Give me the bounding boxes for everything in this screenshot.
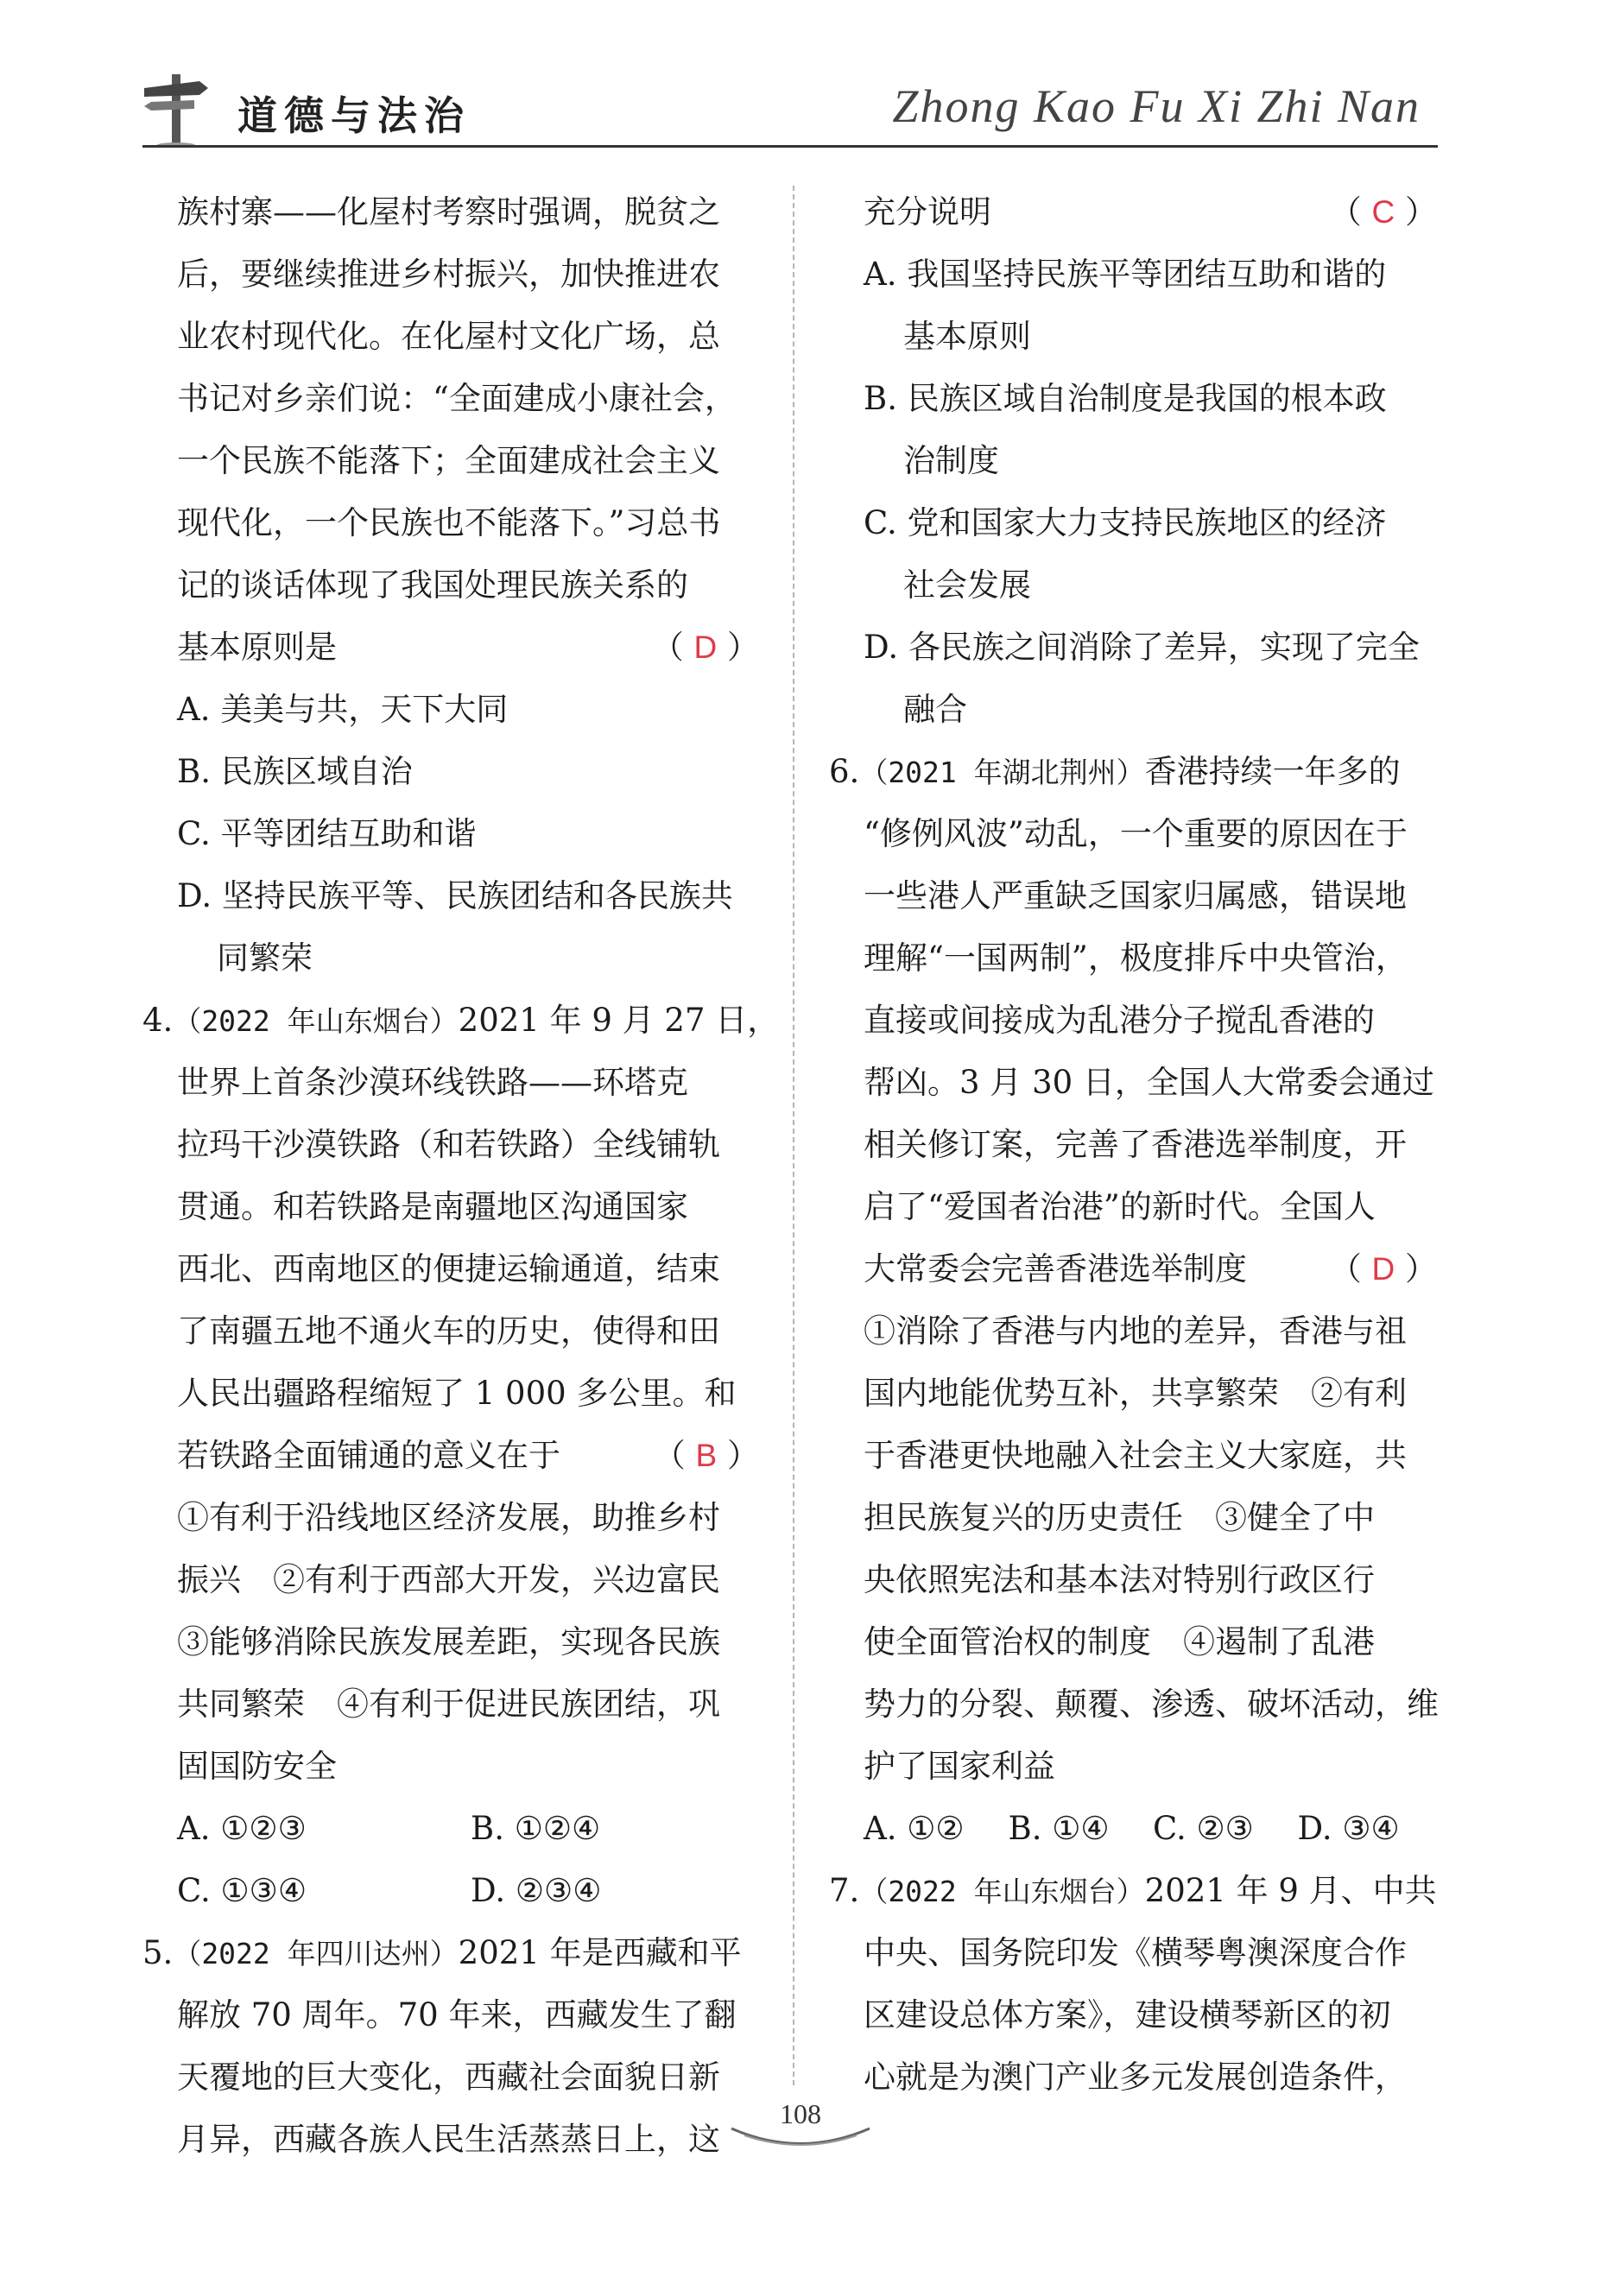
- answer-letter: D: [1371, 1251, 1395, 1287]
- statement-line: 共同繁荣 ④有利于促进民族团结，巩: [177, 1686, 720, 1723]
- question-first-line: [829, 741, 1442, 803]
- text-line: 2021 年 9 月、中共: [1144, 1872, 1437, 1909]
- answer-bracket: （ B ）: [653, 1437, 759, 1474]
- subject-title: 道德与法治: [237, 92, 471, 139]
- option-a: A. 我国坚持民族平等团结互助和谐的: [864, 256, 1387, 293]
- question-source: （2022 年四川达州）: [173, 1937, 459, 1970]
- text-line: 相关修订案，完善了香港选举制度，开: [864, 1126, 1407, 1163]
- statement-line: 担民族复兴的历史责任 ③健全了中: [864, 1499, 1375, 1536]
- option-c-continued: 社会发展: [903, 566, 1031, 604]
- stem-end-line: [829, 1238, 1442, 1300]
- option-c: C. ②③: [1153, 1810, 1254, 1847]
- header-rule: [142, 145, 1438, 148]
- statement-line: 固国防安全: [177, 1748, 337, 1785]
- question-source: （2022 年山东烟台）: [859, 1875, 1145, 1908]
- option-a-continued: 基本原则: [903, 318, 1031, 355]
- statement-line: 护了国家利益: [864, 1748, 1055, 1785]
- question-number: 6.: [829, 753, 860, 790]
- answer-bracket: （ D ）: [1329, 1250, 1437, 1287]
- option-d-continued: 融合: [903, 691, 967, 728]
- option-a: A. ①②: [864, 1810, 965, 1847]
- statement-line: 势力的分裂、颠覆、渗透、破坏活动，维: [864, 1686, 1439, 1723]
- text-line: 天覆地的巨大变化，西藏社会面貌日新: [177, 2059, 720, 2096]
- text-line: 基本原则是: [177, 629, 337, 666]
- option-b: B. 民族区域自治制度是我国的根本政: [864, 380, 1387, 417]
- option-b: B. 民族区域自治: [177, 753, 413, 790]
- option-b-continued: 治制度: [903, 442, 999, 479]
- text-line: 启了“爱国者治港”的新时代。全国人: [864, 1188, 1376, 1225]
- text-line: 解放 70 周年。70 年来，西藏发生了翻: [177, 1996, 737, 2034]
- option-b: B. ①④: [1008, 1810, 1110, 1847]
- page-number-ornament: [723, 2120, 878, 2154]
- text-line: 书记对乡亲们说：“全面建成小康社会，: [177, 380, 737, 417]
- question-source: （2021 年湖北荆州）: [859, 756, 1145, 789]
- right-column: [829, 181, 1442, 2109]
- text-line: 人民出疆路程缩短了 1 000 多公里。和: [177, 1375, 737, 1412]
- answer-bracket: （ D ）: [651, 629, 759, 666]
- question-number: 4.: [142, 1002, 174, 1039]
- stem-end-line: [142, 617, 764, 679]
- page-number: 108: [780, 2098, 821, 2129]
- answer-letter: B: [695, 1438, 718, 1473]
- question-5-continued: [829, 181, 1442, 741]
- page-header: [142, 60, 1438, 151]
- text-line: 帮凶。3 月 30 日，全国人大常委会通过: [864, 1064, 1434, 1101]
- text-line: 中央、国务院印发《横琴粤澳深度合作: [864, 1934, 1407, 1971]
- text-line: 了南疆五地不通火车的历史，使得和田: [177, 1312, 720, 1350]
- text-line: 贯通。和若铁路是南疆地区沟通国家: [177, 1188, 688, 1225]
- left-column: [142, 181, 780, 2171]
- text-line: 后，要继续推进乡村振兴，加快推进农: [177, 256, 720, 293]
- option-d: D. 各民族之间消除了差异，实现了完全: [864, 629, 1420, 666]
- answer-letter: C: [1371, 194, 1395, 230]
- text-line: 月异，西藏各族人民生活蒸蒸日上，这: [177, 2121, 720, 2158]
- text-line: 充分说明: [864, 193, 991, 231]
- text-line: 区建设总体方案》，建设横琴新区的初: [864, 1996, 1391, 2034]
- text-line: 业农村现代化。在化屋村文化广场，总: [177, 318, 720, 355]
- series-title: Zhong Kao Fu Xi Zhi Nan: [892, 80, 1421, 132]
- option-d: D. 坚持民族平等、民族团结和各民族共: [177, 877, 733, 914]
- answer-letter: D: [693, 629, 718, 665]
- text-line: 2021 年是西藏和平: [458, 1934, 742, 1971]
- option-d: D. ②③④: [471, 1872, 602, 1909]
- signpost-icon: [142, 69, 212, 147]
- option-c: C. 党和国家大力支持民族地区的经济: [864, 504, 1387, 541]
- text-line: 族村寨——化屋村考察时强调，脱贫之: [177, 193, 720, 231]
- question-7: [829, 1860, 1442, 2109]
- option-d-continued: 同繁荣: [217, 939, 313, 977]
- question-first-line: [829, 1860, 1442, 1922]
- text-line: 香港持续一年多的: [1144, 753, 1401, 790]
- question-first-line: [142, 1922, 764, 1984]
- stem-end-line: [142, 1425, 764, 1487]
- option-c: C. ①③④: [177, 1872, 307, 1909]
- text-line: “修例风波”动乱，一个重要的原因在于: [864, 815, 1408, 852]
- question-number: 5.: [142, 1934, 174, 1971]
- text-line: 理解“一国两制”，极度排斥中央管治，: [864, 939, 1408, 977]
- options-row: [142, 1860, 764, 1922]
- statement-line: 振兴 ②有利于西部大开发，兴边富民: [177, 1561, 720, 1598]
- answer-bracket: （ C ）: [1329, 193, 1437, 231]
- text-line: 记的谈话体现了我国处理民族关系的: [177, 566, 688, 604]
- statement-line: ③能够消除民族发展差距，实现各民族: [177, 1623, 720, 1660]
- stem-end-line: [829, 181, 1442, 244]
- question-first-line: [142, 990, 780, 1052]
- question-6: [829, 741, 1442, 1860]
- statement-line: 央依照宪法和基本法对特别行政区行: [864, 1561, 1375, 1598]
- text-line: 拉玛干沙漠铁路（和若铁路）全线铺轨: [177, 1126, 720, 1163]
- text-line: 一个民族不能落下；全面建成社会主义: [177, 442, 720, 479]
- text-line: 心就是为澳门产业多元发展创造条件，: [864, 2059, 1407, 2096]
- options-row: [829, 1798, 1442, 1860]
- statement-line: ①有利于沿线地区经济发展，助推乡村: [177, 1499, 720, 1536]
- option-a: A. ①②③: [177, 1810, 307, 1847]
- statement-line: ①消除了香港与内地的差异，香港与祖: [864, 1312, 1407, 1350]
- text-line: 西北、西南地区的便捷运输通道，结束: [177, 1250, 720, 1287]
- text-line: 直接或间接成为乱港分子搅乱香港的: [864, 1002, 1375, 1039]
- text-line: 现代化，一个民族也不能落下。”习总书: [177, 504, 721, 541]
- text-line: 世界上首条沙漠环线铁路——环塔克: [177, 1064, 688, 1101]
- text-line: 一些港人严重缺乏国家归属感，错误地: [864, 877, 1407, 914]
- statement-line: 使全面管治权的制度 ④遏制了乱港: [864, 1623, 1375, 1660]
- statement-line: 于香港更快地融入社会主义大家庭，共: [864, 1437, 1407, 1474]
- question-3-continued: [142, 181, 764, 990]
- options-row: [142, 1798, 764, 1860]
- text-line: 大常委会完善香港选举制度: [864, 1250, 1247, 1287]
- question-4: [142, 990, 780, 1922]
- question-number: 7.: [829, 1872, 860, 1909]
- text-line: 若铁路全面铺通的意义在于: [177, 1437, 560, 1474]
- text-line: 2021 年 9 月 27 日，: [458, 1002, 780, 1039]
- option-a: A. 美美与共，天下大同: [177, 691, 509, 728]
- option-c: C. 平等团结互助和谐: [177, 815, 477, 852]
- question-5: [142, 1922, 764, 2171]
- column-divider: [793, 186, 794, 2085]
- statement-line: 国内地能优势互补，共享繁荣 ②有利: [864, 1375, 1407, 1412]
- option-b: B. ①②④: [471, 1810, 601, 1847]
- option-d: D. ③④: [1297, 1810, 1400, 1847]
- question-source: （2022 年山东烟台）: [173, 1004, 459, 1038]
